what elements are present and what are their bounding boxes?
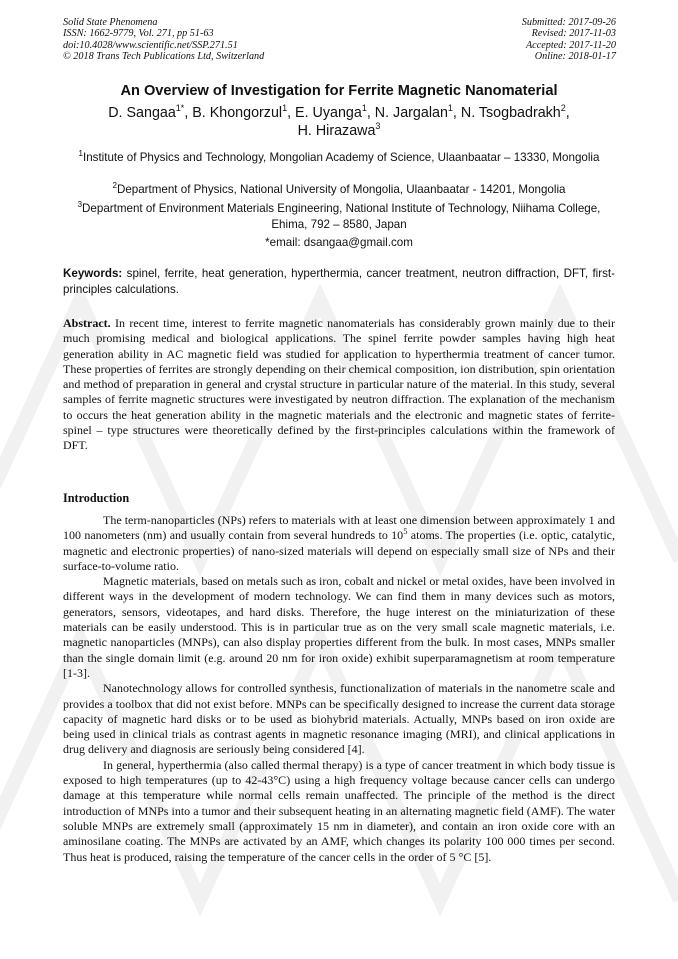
paragraph: Nanotechnology allows for controlled synthesis, functionalization of materials in the nanometre scale and provides a toolbox that did not exist before. MNPs can be specifically designed to increase the current data storage capacity of magnetic hard disks or to be used as biohybrid materials. Actually, MNPs based on iron oxide are being used in clinical trials as contrast agents in magnetic resonance imaging (MRI), and clinical applications in drug delivery and diagnosis are seriously being considered [4].	[63, 681, 615, 757]
online-date: Online: 2018-01-17	[534, 51, 616, 63]
author-affil-mark: 1	[361, 103, 367, 113]
affiliation-3	[70, 201, 608, 232]
paragraph-text: The term-nanoparticles (NPs) refers to materials with at least one dimension between approximately 1 and 100 nanometers (nm) and usually contain from several hundreds to 10	[63, 513, 615, 543]
paragraph-text: atoms. The properties (i.e. optic, catalytic, magnetic and electronic properties) of nano-sized materials will depend on especially small size of NPs and their surface-to-volume ratio.	[63, 528, 615, 573]
affil-text: Institute of Physics and Technology, Mongolian Academy of Science, Ulaanbaatar – 13330, Mongolia	[82, 151, 600, 164]
accepted-date: Accepted: 2017-11-20	[525, 39, 616, 51]
paper-title: An Overview of Investigation for Ferrite Magnetic Nanomaterial	[120, 83, 558, 99]
introduction-body	[63, 513, 615, 865]
author-name: B. Khongorzul	[192, 105, 283, 121]
keywords-label: Keywords:	[63, 267, 123, 280]
copyright-line: © 2018 Trans Tech Publications Ltd, Switzerland	[63, 51, 265, 63]
affil-text: Department of Physics, National University of Mongolia, Ulaanbaatar - 14201, Mongolia	[116, 183, 566, 196]
author-affil-mark: 3	[375, 121, 381, 131]
affiliation-2	[70, 182, 608, 198]
author-list: D. Sangaa$^{1*}$, B. Khongorzul$^1$, E. Uyanga$^1$, N. Jargalan$^1$, N. Tsogbadrakh$^2$, H. Hirazawa$^3$	[108, 103, 570, 139]
keywords	[63, 266, 615, 298]
abstract-text: In recent time, interest to ferrite magnetic nanomaterials has considerably grown mainly due to their much promising medical and biological applications. The spinel ferrite powder samples having high heat generation ability in AC magnetic field was studied for application to hyperthermia treatment of cancer tumor. These properties of ferrites are strongly depending on their chemical composition, ion distribution, spin orientation and method of preparation in general and crystal structure in particular nature of the material. In this study, several samples of ferrite magnetic structures were investigated by neutron diffraction. The explanation of the mechanism to occurs the heat generation ability in the magnetic materials and the electronic and magnetic states of ferrite-spinel – type structures were theoretically defined by the first-principles calculations within the framework of DFT.	[63, 316, 615, 453]
author-name: N. Tsogbadrakh	[460, 105, 561, 121]
journal-info	[63, 17, 264, 63]
affil-text: Department of Environment Materials Engineering, National Institute of Technology, Niihama College, Ehima, 792 – 8580, Japan	[82, 202, 601, 231]
author-affil-mark: 1	[282, 103, 288, 113]
affil-mark: 2	[112, 181, 117, 190]
author-affil-mark: 1*	[175, 103, 185, 113]
author-name: D. Sangaa	[108, 105, 176, 121]
paragraph: Magnetic materials, based on metals such as iron, cobalt and nickel or metal oxides, have been involved in different ways in the development of modern technology. We can find them in many devices such as motors, generators, sensors, videotapes, and hard disks. Therefore, the huge interest on the miniaturization of these materials can be easily understood. This is in particular true as on the very small scale magnetic materials, i.e. magnetic nanoparticles (MNPs), can also display properties different from the bulk. In most cases, MNPs smaller than the single domain limit (e.g. around 20 nm for iron oxide) exhibit superparamagnetism at room temperature [1-3].	[63, 574, 615, 680]
abstract	[63, 316, 615, 454]
author-name: H. Hirazawa	[297, 123, 376, 139]
section-heading-introduction: Introduction	[63, 491, 130, 505]
author-name: N. Jargalan	[374, 105, 448, 121]
doi-line: doi:10.4028/www.scientific.net/SSP.271.51	[63, 39, 238, 51]
keywords-text: spinel, ferrite, heat generation, hyperthermia, cancer treatment, neutron diffraction, DFT, first-principles calculations.	[63, 267, 615, 296]
author-affil-mark: 1	[447, 103, 453, 113]
issn-line: ISSN: 1662-9779, Vol. 271, pp 51-63	[63, 28, 214, 40]
paragraph: In general, hyperthermia (also called thermal therapy) is a type of cancer treatment in which body tissue is exposed to high temperatures (up to 42-43°C) using a high frequency voltage because cancer cells can undergo damage at this temperature while normal cells remain unaffected. The principle of the method is the direct introduction of MNPs into a tumor and their subsequent heating in an alternating magnetic field (AMF). The water soluble MNPs are extremely small (approximately 15 nm in diameter), and contain an iron oxide core with an aminosilane coating. The MNPs are activated by an AMF, which changes its polarity 100 000 times per second. Thus heat is produced, raising the temperature of the cancer cells in the order of 5 °C [5].	[63, 757, 615, 864]
affil-mark: 3	[77, 200, 83, 209]
submission-dates	[522, 17, 616, 63]
affil-mark: 1	[78, 149, 83, 158]
abstract-label: Abstract.	[63, 316, 111, 330]
exponent: 5	[403, 526, 408, 537]
revised-date: Revised: 2017-11-03	[531, 28, 616, 40]
affiliation-1	[70, 150, 608, 166]
paragraph	[63, 513, 615, 574]
corresponding-email: *email: dsangaa@gmail.com	[265, 236, 413, 249]
journal-name: Solid State Phenomena	[63, 17, 158, 28]
author-affil-mark: 2	[560, 103, 566, 113]
submitted-date: Submitted: 2017-09-26	[521, 17, 616, 28]
author-name: E. Uyanga	[295, 105, 362, 121]
